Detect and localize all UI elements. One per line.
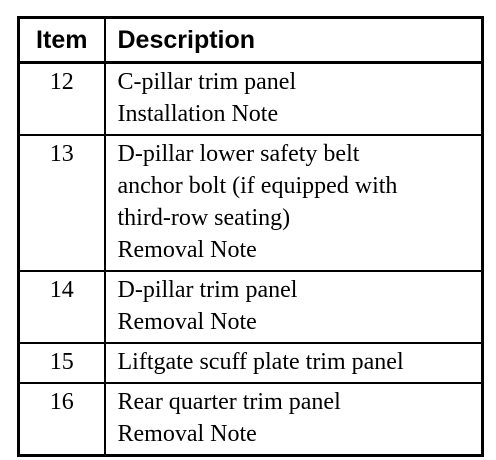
description-line: Removal Note xyxy=(117,309,257,335)
item-number: 16 xyxy=(19,383,105,456)
item-description xyxy=(105,383,483,456)
table-row xyxy=(19,63,483,136)
description-line: D-pillar trim panel xyxy=(117,277,298,303)
item-description xyxy=(105,271,483,343)
description-line: Rear quarter trim panel xyxy=(117,389,341,415)
description-column-header: Description xyxy=(105,18,483,63)
table-row xyxy=(19,135,483,271)
description-line: D-pillar lower safety belt xyxy=(117,141,360,167)
table-row xyxy=(19,271,483,343)
description-line: Installation Note xyxy=(117,101,279,127)
item-number: 13 xyxy=(19,135,105,271)
description-line: third-row seating) xyxy=(117,205,291,231)
table-body xyxy=(19,63,483,456)
table-row xyxy=(19,343,483,383)
item-number: 15 xyxy=(19,343,105,383)
item-number: 14 xyxy=(19,271,105,343)
description-line: C-pillar trim panel xyxy=(117,69,297,95)
table-row xyxy=(19,383,483,456)
item-column-header: Item xyxy=(19,18,105,63)
description-line: Liftgate scuff plate trim panel xyxy=(117,349,404,375)
item-description xyxy=(105,135,483,271)
parts-table xyxy=(17,16,484,457)
header-row xyxy=(19,18,483,63)
item-number: 12 xyxy=(19,63,105,136)
description-line: Removal Note xyxy=(117,421,257,447)
item-description xyxy=(105,343,483,383)
table-header xyxy=(19,18,483,63)
description-line: Removal Note xyxy=(117,237,257,263)
item-description xyxy=(105,63,483,136)
description-line: anchor bolt (if equipped with xyxy=(117,173,398,199)
